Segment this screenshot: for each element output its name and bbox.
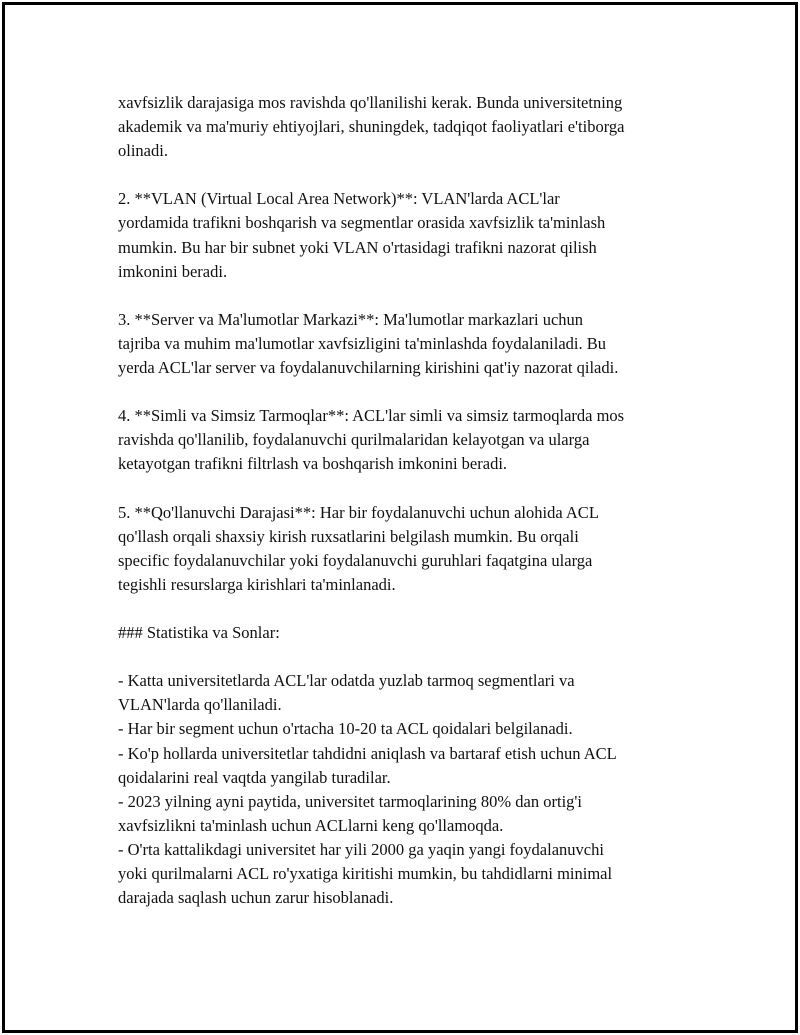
section-heading: ### Statistika va Sonlar: (118, 623, 280, 643)
text-line: - 2023 yilning ayni paytida, universitet tarmoqlarining 80% dan ortig'i (118, 791, 582, 811)
text-line: VLAN'larda qo'llaniladi. (118, 695, 282, 715)
text-line: - O'rta kattalikdagi universitet har yili 2000 ga yaqin yangi foydalanuvchi (118, 839, 604, 859)
paragraph-item-2-vlan (118, 187, 688, 283)
list-item (118, 742, 688, 790)
paragraph-intro-continuation (118, 91, 688, 163)
text-line: qoidalarini real vaqtda yangilab turadilar. (118, 767, 391, 787)
paragraph-item-3-server (118, 308, 688, 380)
text-line: 5. **Qo'llanuvchi Darajasi**: Har bir foydalanuvchi uchun alohida ACL (118, 502, 599, 522)
text-line: ravishda qo'llanilib, foydalanuvchi qurilmalaridan kelayotgan va ularga (118, 430, 590, 450)
text-line: xavfsizlik darajasiga mos ravishda qo'llanilishi kerak. Bunda universitetning (118, 93, 623, 112)
text-line: xavfsizlikni ta'minlash uchun ACLlarni keng qo'llamoqda. (118, 815, 504, 835)
text-line: olinadi. (118, 141, 168, 161)
text-line: darajada saqlash uchun zarur hisoblanadi. (118, 888, 394, 908)
list-item (118, 669, 688, 717)
list-item (118, 790, 688, 838)
stats-list (118, 669, 688, 910)
text-line: yerda ACL'lar server va foydalanuvchilarning kirishini qat'iy nazorat qiladi. (118, 358, 619, 378)
text-line: qo'llash orqali shaxsiy kirish ruxsatlarini belgilash mumkin. Bu orqali (118, 526, 579, 546)
text-line: specific foydalanuvchilar yoki foydalanuvchi guruhlari faqatgina ularga (118, 550, 593, 570)
paragraph-item-4-networks (118, 404, 688, 476)
text-line: imkonini beradi. (118, 261, 228, 281)
text-line: - Katta universitetlarda ACL'lar odatda yuzlab tarmoq segmentlari va (118, 671, 575, 691)
text-line: akademik va ma'muriy ehtiyojlari, shuningdek, tadqiqot faoliyatlari e'tiborga (118, 117, 625, 137)
text-line: yordamida trafikni boshqarish va segmentlar orasida xavfsizlik ta'minlash (118, 213, 606, 233)
text-line: tegishli resurslarga kirishlari ta'minlanadi. (118, 574, 396, 594)
stats-heading (118, 621, 688, 645)
paragraph-item-5-user (118, 501, 688, 597)
text-line: - Ko'p hollarda universitetlar tahdidni aniqlash va bartaraf etish uchun ACL (118, 743, 617, 763)
document-body (118, 91, 688, 910)
list-item (118, 838, 688, 910)
text-line: 4. **Simli va Simsiz Tarmoqlar**: ACL'lar simli va simsiz tarmoqlarda mos (118, 406, 625, 426)
text-line: 2. **VLAN (Virtual Local Area Network)**: VLAN'larda ACL'lar (118, 189, 560, 209)
text-line: ketayotgan trafikni filtrlash va boshqarish imkonini beradi. (118, 454, 508, 474)
text-line: tajriba va muhim ma'lumotlar xavfsizligini ta'minlashda foydalaniladi. Bu (118, 333, 606, 353)
text-line: 3. **Server va Ma'lumotlar Markazi**: Ma'lumotlar markazlari uchun (118, 309, 584, 329)
list-item (118, 717, 688, 741)
text-line: yoki qurilmalarni ACL ro'yxatiga kiritishi mumkin, bu tahdidlarni minimal (118, 864, 613, 883)
text-line: - Har bir segment uchun o'rtacha 10-20 ta ACL qoidalari belgilanadi. (118, 719, 573, 739)
text-line: mumkin. Bu har bir subnet yoki VLAN o'rtasidagi trafikni nazorat qilish (118, 237, 597, 257)
